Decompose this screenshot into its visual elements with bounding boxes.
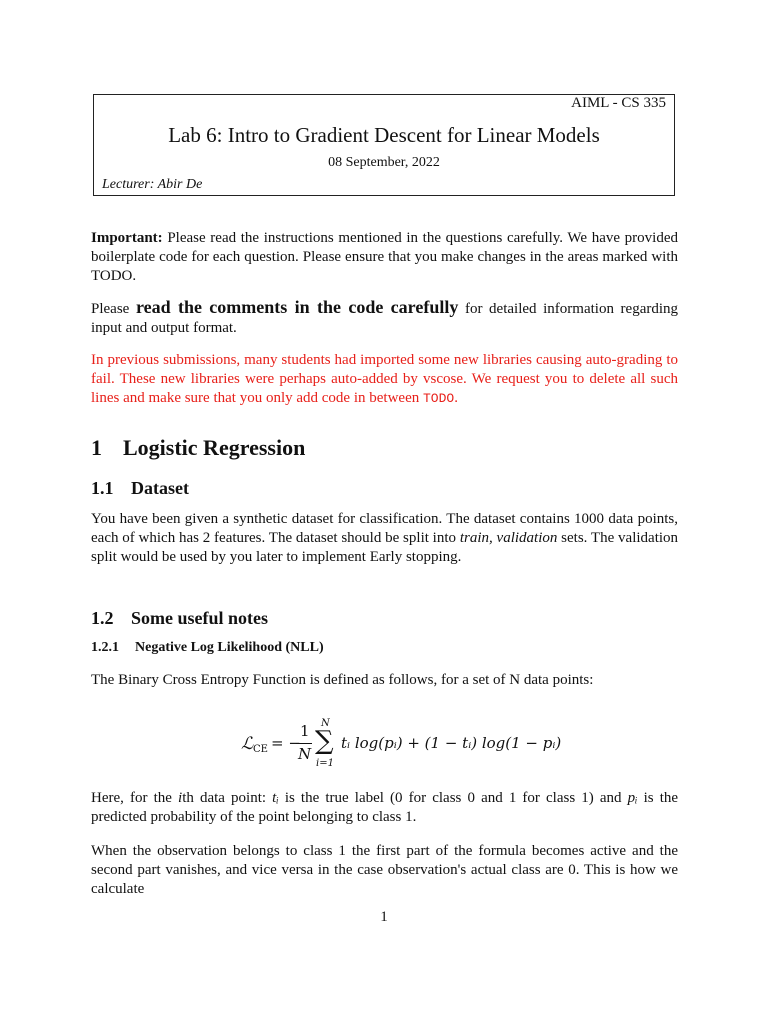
section-1-2-1-heading xyxy=(91,640,324,656)
comments-suffix: for detailed information regarding input and output format. xyxy=(91,301,679,336)
page-number: 1 xyxy=(380,909,388,925)
section-number: 1 xyxy=(91,435,102,460)
section-1-2-heading xyxy=(91,608,268,629)
warning-paragraph xyxy=(91,351,678,408)
section-title: Negative Log Likelihood (NLL) xyxy=(135,640,324,655)
important-paragraph xyxy=(91,229,678,286)
nll-intro: The Binary Cross Entropy Function is defined as follows, for a set of N data points: xyxy=(91,672,594,688)
equation-body: tᵢ log(pᵢ) + (1 − tᵢ) log(1 − pᵢ) xyxy=(341,734,562,752)
dataset-text-end: sets. The validation split would be used by you later to implement Early stopping. xyxy=(91,530,679,565)
fraction-denominator: N xyxy=(298,745,312,763)
lecturer: Lecturer: Abir De xyxy=(102,177,203,192)
lab-title: Lab 6: Intro to Gradient Descent for Linear Models xyxy=(168,123,600,147)
section-number: 1.2.1 xyxy=(91,640,119,655)
section-title: Logistic Regression xyxy=(123,435,306,460)
important-text: Please read the instructions mentioned in the questions carefully. We have provided boilerplate code for each question. Please ensure that you make changes in the areas marked with TODO. xyxy=(91,230,678,284)
explanation-paragraph xyxy=(91,789,678,827)
explain-text: is the predicted probability of the point belonging to class 1. xyxy=(91,790,679,825)
section-1-1-heading xyxy=(91,478,189,499)
probability-variable: pᵢ xyxy=(627,790,638,806)
explain-text: Here, for the xyxy=(91,790,172,806)
sum-lower-limit: i=1 xyxy=(316,758,334,769)
section-number: 1.2 xyxy=(91,608,114,628)
warning-code: TODO xyxy=(423,391,455,406)
important-label: Important: xyxy=(91,230,163,246)
equals-minus: = − xyxy=(271,734,301,752)
observation-paragraph: When the observation belongs to class 1 the first part of the formula becomes active and the second part vanishes, and vice versa in the case observation's actual class are 0. This is how we calculate xyxy=(91,843,678,897)
fraction-numerator: 1 xyxy=(300,722,310,740)
loss-symbol: ℒ xyxy=(241,734,254,754)
section-1-heading xyxy=(91,435,305,461)
dataset-text: You have been given a synthetic dataset for classification. The dataset contains 1000 data points, each of which has 2 features. The dataset should be split into xyxy=(91,511,678,546)
true-label-variable: tᵢ xyxy=(272,790,279,806)
loss-subscript: CE xyxy=(253,744,268,755)
title-box xyxy=(93,94,675,196)
section-title: Dataset xyxy=(131,478,189,498)
comments-emphasis: read the comments in the code carefully xyxy=(135,297,459,317)
dataset-paragraph xyxy=(91,510,678,567)
bce-equation xyxy=(241,716,562,772)
explain-text: th data point: xyxy=(182,790,267,806)
comments-paragraph xyxy=(91,298,678,338)
dataset-splits: train, validation xyxy=(459,530,558,546)
course-code: AIML - CS 335 xyxy=(571,95,666,111)
comments-prefix: Please xyxy=(91,301,130,317)
warning-text: In previous submissions, many students had imported some new libraries causing auto-grading to fail. These new libraries were perhaps auto-added by vscose. We request you to delete all such lines and make sure that you only add code in between xyxy=(91,352,678,406)
sum-upper-limit: N xyxy=(321,718,330,729)
warning-end: . xyxy=(454,390,458,406)
section-title: Some useful notes xyxy=(131,608,269,628)
fraction-bar xyxy=(296,743,312,744)
section-number: 1.1 xyxy=(91,478,114,498)
index-variable: i xyxy=(178,790,183,806)
lab-date: 08 September, 2022 xyxy=(328,155,440,170)
sum-symbol: ∑ xyxy=(315,726,334,756)
explain-text: is the true label (0 for class 0 and 1 for class 1) and xyxy=(284,790,622,806)
